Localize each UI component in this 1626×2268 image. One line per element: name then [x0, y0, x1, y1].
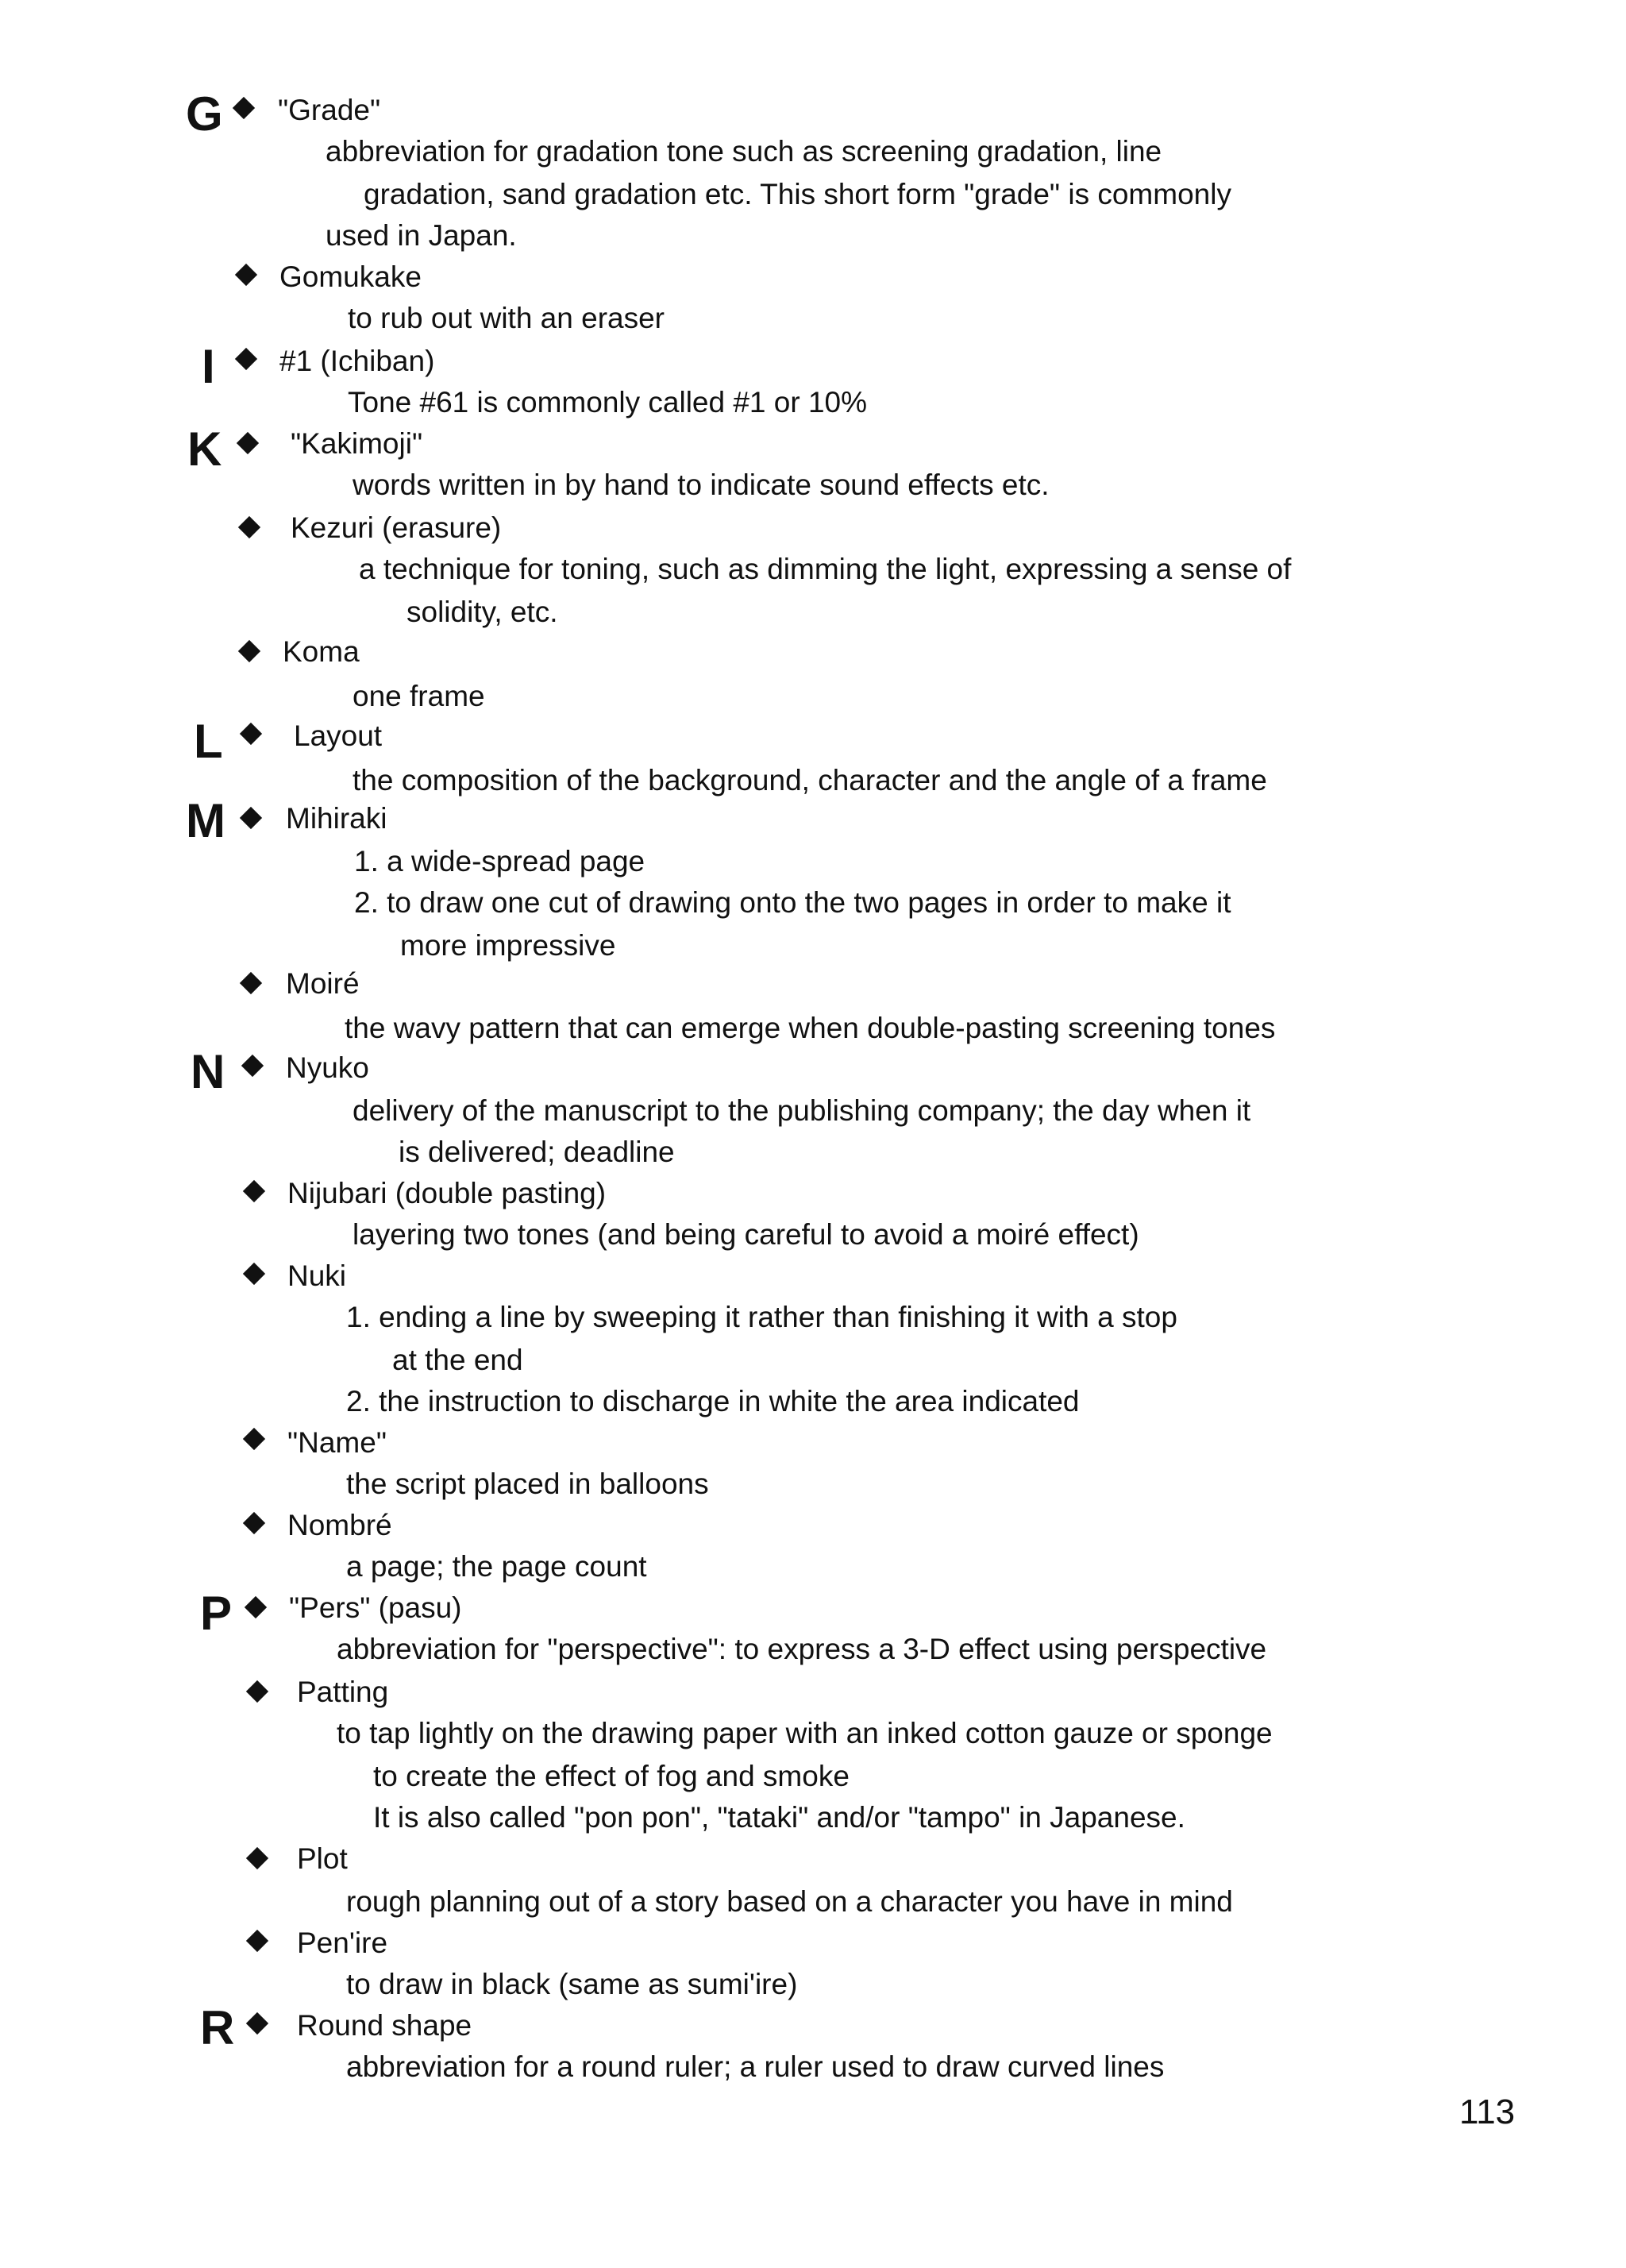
- section-letter-r: R: [200, 2001, 235, 2054]
- entry-term: Nombré: [287, 1509, 392, 1541]
- entry-term: "Pers" (pasu): [289, 1591, 462, 1624]
- diamond-bullet: [246, 1680, 268, 1703]
- diamond-bullet: [243, 1180, 265, 1202]
- entry-term: Nuki: [287, 1259, 347, 1292]
- entry-definition-line: 2. the instruction to discharge in white the area indicated: [346, 1385, 1080, 1418]
- entry-definition-line: one frame: [353, 680, 485, 712]
- entry-definition-line: 1. a wide-spread page: [354, 845, 645, 878]
- diamond-bullet: [235, 264, 257, 286]
- entry-definition-line: layering two tones (and being careful to avoid a moiré effect): [353, 1218, 1139, 1251]
- entry-term: Pen'ire: [297, 1927, 388, 1959]
- section-letter-g: G: [186, 87, 223, 141]
- entry-term: Round shape: [297, 2009, 472, 2042]
- entry-definition-line: abbreviation for "perspective": to express a 3-D effect using perspective: [337, 1633, 1267, 1665]
- diamond-bullet: [246, 2012, 268, 2035]
- diamond-bullet: [238, 516, 260, 538]
- diamond-bullet: [243, 1512, 265, 1534]
- page-number: 113: [1459, 2092, 1516, 2131]
- section-letter-n: N: [191, 1045, 225, 1098]
- section-letter-k: K: [187, 422, 222, 476]
- entry-term: Nyuko: [286, 1051, 369, 1084]
- entry-definition-line: more impressive: [400, 929, 616, 962]
- diamond-bullet: [243, 1428, 265, 1450]
- diamond-bullet: [235, 348, 257, 370]
- section-letter-i: I: [202, 340, 215, 393]
- entry-definition-line: used in Japan.: [326, 219, 517, 252]
- entry-term: Moiré: [286, 967, 360, 1000]
- diamond-bullet: [245, 1596, 267, 1618]
- entry-term: Gomukake: [279, 260, 422, 293]
- entry-term: Layout: [294, 719, 383, 752]
- entry-definition-line: 1. ending a line by sweeping it rather than finishing it with a stop: [346, 1301, 1177, 1333]
- entry-definition-line: to create the effect of fog and smoke: [373, 1760, 850, 1792]
- entry-definition-line: the script placed in balloons: [346, 1468, 709, 1500]
- entry-definition-line: the wavy pattern that can emerge when double-pasting screening tones: [345, 1012, 1276, 1044]
- entry-term: Nijubari (double pasting): [287, 1177, 607, 1209]
- entry-definition-line: a page; the page count: [346, 1550, 647, 1583]
- entry-term: Plot: [297, 1842, 348, 1875]
- diamond-bullet: [240, 807, 262, 829]
- entry-term: Mihiraki: [286, 802, 387, 835]
- entry-term: "Kakimoji": [291, 427, 423, 460]
- entry-definition-line: 2. to draw one cut of drawing onto the two pages in order to make it: [354, 886, 1231, 919]
- entry-definition-line: delivery of the manuscript to the publishing company; the day when it: [353, 1094, 1251, 1127]
- entry-definition-line: at the end: [392, 1344, 523, 1376]
- diamond-bullet: [238, 640, 260, 662]
- diamond-bullet: [246, 1930, 268, 1952]
- entry-term: "Grade": [278, 94, 381, 126]
- diamond-bullet: [237, 432, 259, 454]
- entry-definition-line: to draw in black (same as sumi'ire): [346, 1968, 798, 2000]
- entry-definition-line: rough planning out of a story based on a character you have in mind: [346, 1885, 1233, 1918]
- entry-term: Kezuri (erasure): [291, 511, 502, 544]
- entry-definition-line: abbreviation for a round ruler; a ruler used to draw curved lines: [346, 2050, 1165, 2083]
- entry-definition-line: Tone #61 is commonly called #1 or 10%: [348, 386, 868, 418]
- section-letter-l: L: [194, 715, 223, 768]
- diamond-bullet: [233, 97, 255, 119]
- entry-definition-line: to rub out with an eraser: [348, 302, 665, 334]
- entry-term: #1 (Ichiban): [279, 345, 435, 377]
- entry-definition-line: words written in by hand to indicate sound effects etc.: [353, 469, 1050, 501]
- diamond-bullet: [243, 1263, 265, 1285]
- entry-term: Koma: [283, 635, 360, 668]
- entry-definition-line: It is also called "pon pon", "tataki" and/or "tampo" in Japanese.: [373, 1801, 1185, 1834]
- diamond-bullet: [240, 972, 262, 994]
- entry-definition-line: the composition of the background, character and the angle of a frame: [353, 764, 1267, 796]
- diamond-bullet: [241, 1055, 264, 1077]
- diamond-bullet: [246, 1847, 268, 1869]
- diamond-bullet: [240, 723, 262, 745]
- entry-definition-line: abbreviation for gradation tone such as screening gradation, line: [326, 135, 1162, 168]
- entry-definition-line: is delivered; deadline: [399, 1136, 675, 1168]
- entry-definition-line: solidity, etc.: [406, 596, 558, 628]
- section-letter-p: P: [200, 1587, 233, 1640]
- entry-definition-line: a technique for toning, such as dimming the light, expressing a sense of: [359, 553, 1292, 585]
- section-letter-m: M: [186, 794, 225, 847]
- entry-definition-line: to tap lightly on the drawing paper with an inked cotton gauze or sponge: [337, 1717, 1273, 1749]
- entry-term: Patting: [297, 1676, 389, 1708]
- entry-term: "Name": [287, 1426, 387, 1459]
- entry-definition-line: gradation, sand gradation etc. This short form "grade" is commonly: [364, 178, 1231, 210]
